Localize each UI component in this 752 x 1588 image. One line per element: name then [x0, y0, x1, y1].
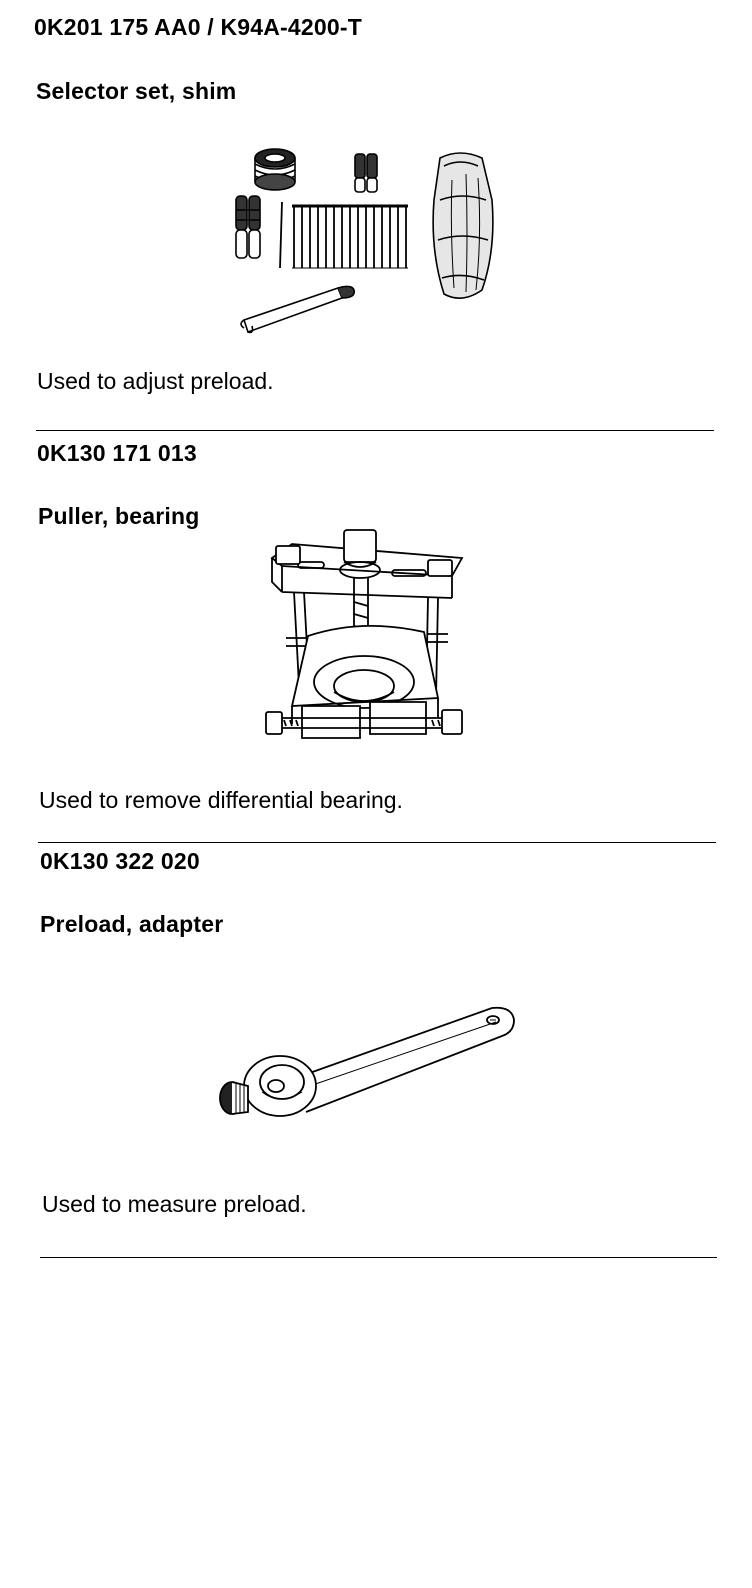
storage-case-icon — [433, 153, 493, 298]
spacer-cluster-icon — [236, 196, 260, 258]
tool-usage: Used to adjust preload. — [37, 368, 274, 394]
sleeve-set-icon — [355, 154, 377, 192]
bearing-puller-illustration — [262, 522, 472, 750]
tool-usage: Used to measure preload. — [42, 1191, 307, 1217]
part-number: 0K130 322 020 — [40, 848, 200, 874]
part-number: 0K130 171 013 — [37, 440, 197, 466]
part-number: 0K201 175 AA0 / K94A-4200-T — [34, 14, 362, 40]
section-divider — [38, 842, 716, 843]
tool-name: Selector set, shim — [36, 78, 237, 104]
tool-name: Puller, bearing — [38, 503, 200, 529]
shim-selector-set-illustration — [230, 140, 530, 340]
driver-handle-icon — [241, 286, 354, 332]
tool-name: Preload, adapter — [40, 911, 224, 937]
rod-set-icon — [280, 202, 408, 268]
section-divider — [36, 430, 714, 431]
preload-adapter-illustration — [210, 1000, 524, 1124]
shim-stack-icon — [255, 149, 295, 190]
tool-usage: Used to remove differential bearing. — [39, 787, 403, 813]
section-divider — [40, 1257, 717, 1258]
